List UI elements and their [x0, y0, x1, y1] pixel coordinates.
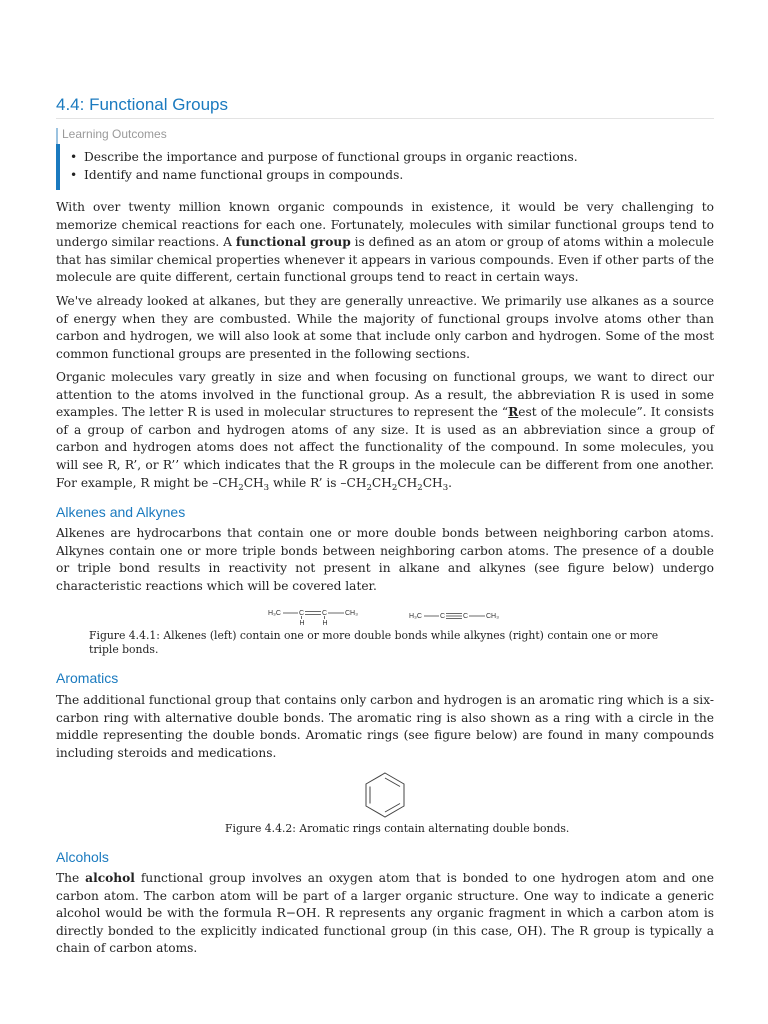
alcohols-text: The [56, 871, 86, 885]
figure-caption-2: Figure 4.4.2: Aromatic rings contain alternating double bonds. [225, 822, 570, 835]
alkene-structure [268, 610, 358, 627]
intro-text: CH [397, 475, 418, 490]
figure-caption-1: Figure 4.4.1: Alkenes (left) contain one or more double bonds while alkynes (right) contain one or more triple bonds. [89, 629, 659, 656]
alkene-alkyne-figure [265, 604, 510, 628]
intro-text: is defined as an atom or group of atoms within a molecule that has similar chemical properties whenever it appears in various compounds. Even if other parts of the molecule are quite different, certain functional groups tend to react in certain ways. [56, 235, 714, 285]
intro-paragraph-3 [56, 369, 714, 492]
title-divider [56, 118, 714, 119]
alkyne-right-group: CH₃ [486, 613, 499, 620]
alkenes-paragraph: Alkenes are hydrocarbons that contain one or more double bonds between neighboring carbon atoms. Alkynes contain one or more triple bonds between neighboring carbon atoms. The presence of a double or triple bond results in reactivity not present in alkane and alkynes (see figure below) undergo characteristic reactions which will be covered later. [56, 526, 714, 593]
alkene-hydrogen-1: H [299, 620, 305, 627]
subscript: 2 [238, 482, 244, 493]
aromatics-paragraph: The additional functional group that contains only carbon and hydrogen is an aromatic ring which is a six-carbon ring with alternative double bonds. The aromatic ring is also shown as a ring with a circle in the middle representing the double bonds. Aromatic rings (see figure below) are found in many compounds including steroids and medications. [56, 693, 714, 760]
intro-text: est of the molecule”. It consists of a group of carbon and hydrogen atoms of any size. It is used as an abbreviation since a group of carbon and hydrogen atoms does not affect the functionality of the compound. In some molecules, you will see R, R’, or R’’ which indicates that the R groups in the molecule can be different from one another. For example, R might be –CH [56, 405, 714, 490]
intro-text: With over twenty million known organic compounds in existence, it would be very challenging to memorize chemical reactions for each one. Fortunately, molecules with similar functional groups tend to undergo similar reactions. A [56, 200, 714, 250]
learning-outcomes-accent-thin [56, 128, 58, 144]
alkyne-left-group: H₃C [409, 613, 422, 620]
alkene-carbon-1: C [299, 610, 305, 617]
alcohols-text: functional group involves an oxygen atom that is bonded to one hydrogen atom and one carbon atom. The carbon atom will be part of a larger organic structure. One way to indicate a generic alcohol would be with the formula R−OH. R represents any organic fragment in which a carbon atom is directly bonded to the explicitly indicated functional group (in this case, OH). The R group is typically a chain of carbon atoms. [56, 871, 714, 956]
alkyne-carbon-1: C [440, 613, 446, 620]
r-letter: R [508, 405, 519, 420]
heading-aromatics: Aromatics [56, 670, 119, 686]
alcohol-term: alcohol [85, 871, 135, 885]
intro-text: while R’ is –CH [269, 475, 367, 490]
intro-text: CH [243, 475, 264, 490]
subscript: 3 [442, 482, 449, 493]
learning-outcomes-label: Learning Outcomes [62, 127, 167, 141]
benzene-ring-figure [360, 770, 410, 820]
hexagon-ring [366, 773, 404, 817]
alkene-carbon-2: C [322, 610, 328, 617]
alkene-right-group: CH₃ [345, 610, 358, 617]
inner-double-bond [385, 778, 400, 787]
alkyne-structure [409, 613, 499, 620]
alcohols-paragraph [56, 870, 714, 958]
list-item: • Identify and name functional groups in compounds. [70, 167, 578, 185]
subscript: 2 [366, 482, 372, 493]
subscript: 2 [417, 482, 423, 493]
heading-alcohols: Alcohols [56, 849, 109, 865]
alkyne-carbon-2: C [463, 613, 469, 620]
functional-group-term: functional group [235, 235, 351, 250]
list-item: • Describe the importance and purpose of functional groups in organic reactions. [70, 149, 578, 167]
learning-outcomes-list [70, 149, 578, 184]
intro-paragraph-2: We've already looked at alkanes, but they are generally unreactive. We primarily use alkanes as a source of energy when they are combusted. While the majority of functional groups involve atoms other than carbon and hydrogen, we will also look at some that include only carbon and hydrogen. Some of the most common functional groups are presented in the following sections. [56, 294, 714, 361]
intro-text: Organic molecules vary greatly in size and when focusing on functional groups, we want to direct our attention to the atoms involved in the functional group. As a result, the abbreviation R is used in some examples. The letter R is used in molecular structures to represent the “ [56, 370, 714, 420]
alkene-hydrogen-2: H [322, 620, 328, 627]
intro-paragraph-1 [56, 199, 714, 287]
page-title: 4.4: Functional Groups [56, 95, 228, 114]
heading-alkenes-alkynes: Alkenes and Alkynes [56, 504, 186, 520]
subscript: 2 [391, 482, 398, 493]
intro-text: CH [371, 475, 392, 490]
intro-text: . [448, 475, 453, 490]
intro-text: CH [422, 475, 443, 490]
learning-outcomes-box [56, 126, 714, 190]
learning-outcomes-accent-bar [56, 144, 60, 190]
alkene-left-group: H₃C [268, 610, 281, 617]
subscript: 3 [263, 482, 270, 493]
inner-double-bond [385, 804, 400, 813]
